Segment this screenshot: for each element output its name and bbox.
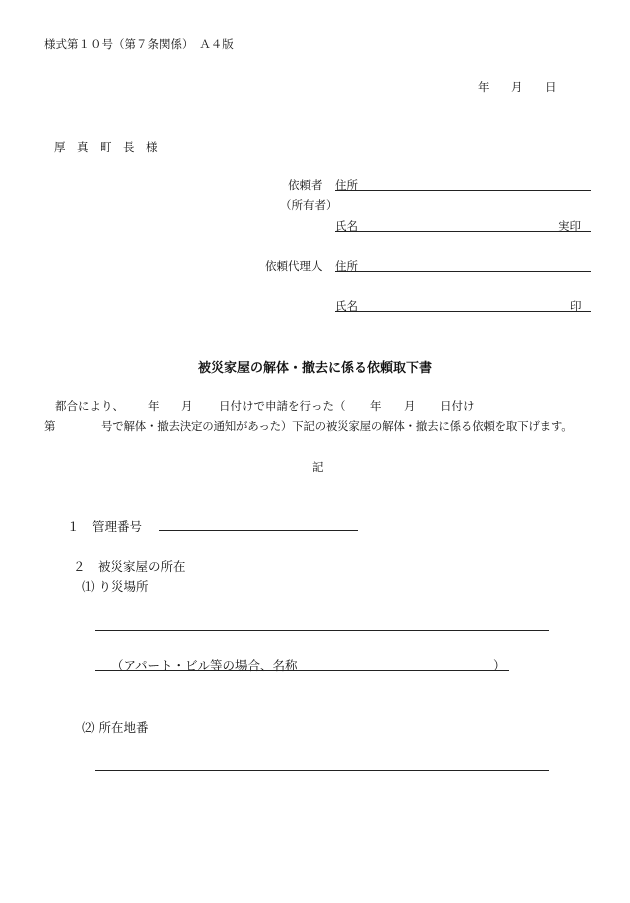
requester-label: 依頼者	[288, 178, 323, 192]
apartment-name-line[interactable]	[95, 670, 509, 671]
agent-label: 依頼代理人	[265, 259, 323, 273]
item1-management-number: １ 管理番号	[67, 519, 143, 534]
agent-address-label: 住所	[335, 259, 358, 273]
requester-sublabel: （所有者）	[280, 198, 338, 212]
body-line1-p2: 日付けで申請を行った（	[219, 399, 346, 413]
body-line2-p2: 号で解体・撤去決定の通知があった）下記の被災家屋の解体・撤去に係る依頼を取下げます。	[101, 419, 573, 433]
sub1-disaster-site: ⑴ り災場所	[82, 579, 149, 594]
document-title: 被災家屋の解体・撤去に係る依頼取下書	[197, 361, 432, 376]
ki-marker: 記	[312, 460, 324, 474]
form-label: 様式第１０号（第７条関係） Ａ４版	[44, 37, 234, 51]
body-line1-p3: 日付け	[440, 399, 475, 413]
requester-name-label: 氏名	[335, 219, 358, 233]
requester-address-line[interactable]	[335, 190, 591, 191]
agent-address-line[interactable]	[335, 271, 591, 272]
agent-name-line[interactable]	[335, 311, 591, 312]
body-line2-p1: 第	[44, 419, 56, 433]
item2-location: ２ 被災家屋の所在	[73, 559, 186, 574]
date-day: 日	[545, 80, 557, 94]
requester-name-line[interactable]	[335, 231, 591, 232]
lot-number-line[interactable]	[95, 770, 549, 771]
body-line1-year1: 年	[148, 399, 160, 413]
agent-name-label: 氏名	[335, 299, 358, 313]
body-line1-month2: 月	[404, 399, 416, 413]
addressee: 厚 真 町 長 様	[54, 140, 158, 154]
date-year: 年	[478, 80, 490, 94]
disaster-site-line[interactable]	[95, 630, 549, 631]
agent-seal: 印	[570, 299, 582, 313]
requester-seal: 実印	[558, 219, 581, 233]
requester-address-label: 住所	[335, 178, 358, 192]
body-line1-month1: 月	[181, 399, 193, 413]
sub2-lot-number: ⑵ 所在地番	[82, 720, 149, 735]
apartment-name-open: （アパート・ビル等の場合、名称	[111, 658, 298, 673]
date-month: 月	[511, 80, 523, 94]
management-number-line[interactable]	[159, 530, 358, 531]
body-line1-p1: 都合により、	[55, 399, 124, 413]
apartment-name-close: ）	[493, 658, 506, 673]
body-line1-year2: 年	[370, 399, 382, 413]
